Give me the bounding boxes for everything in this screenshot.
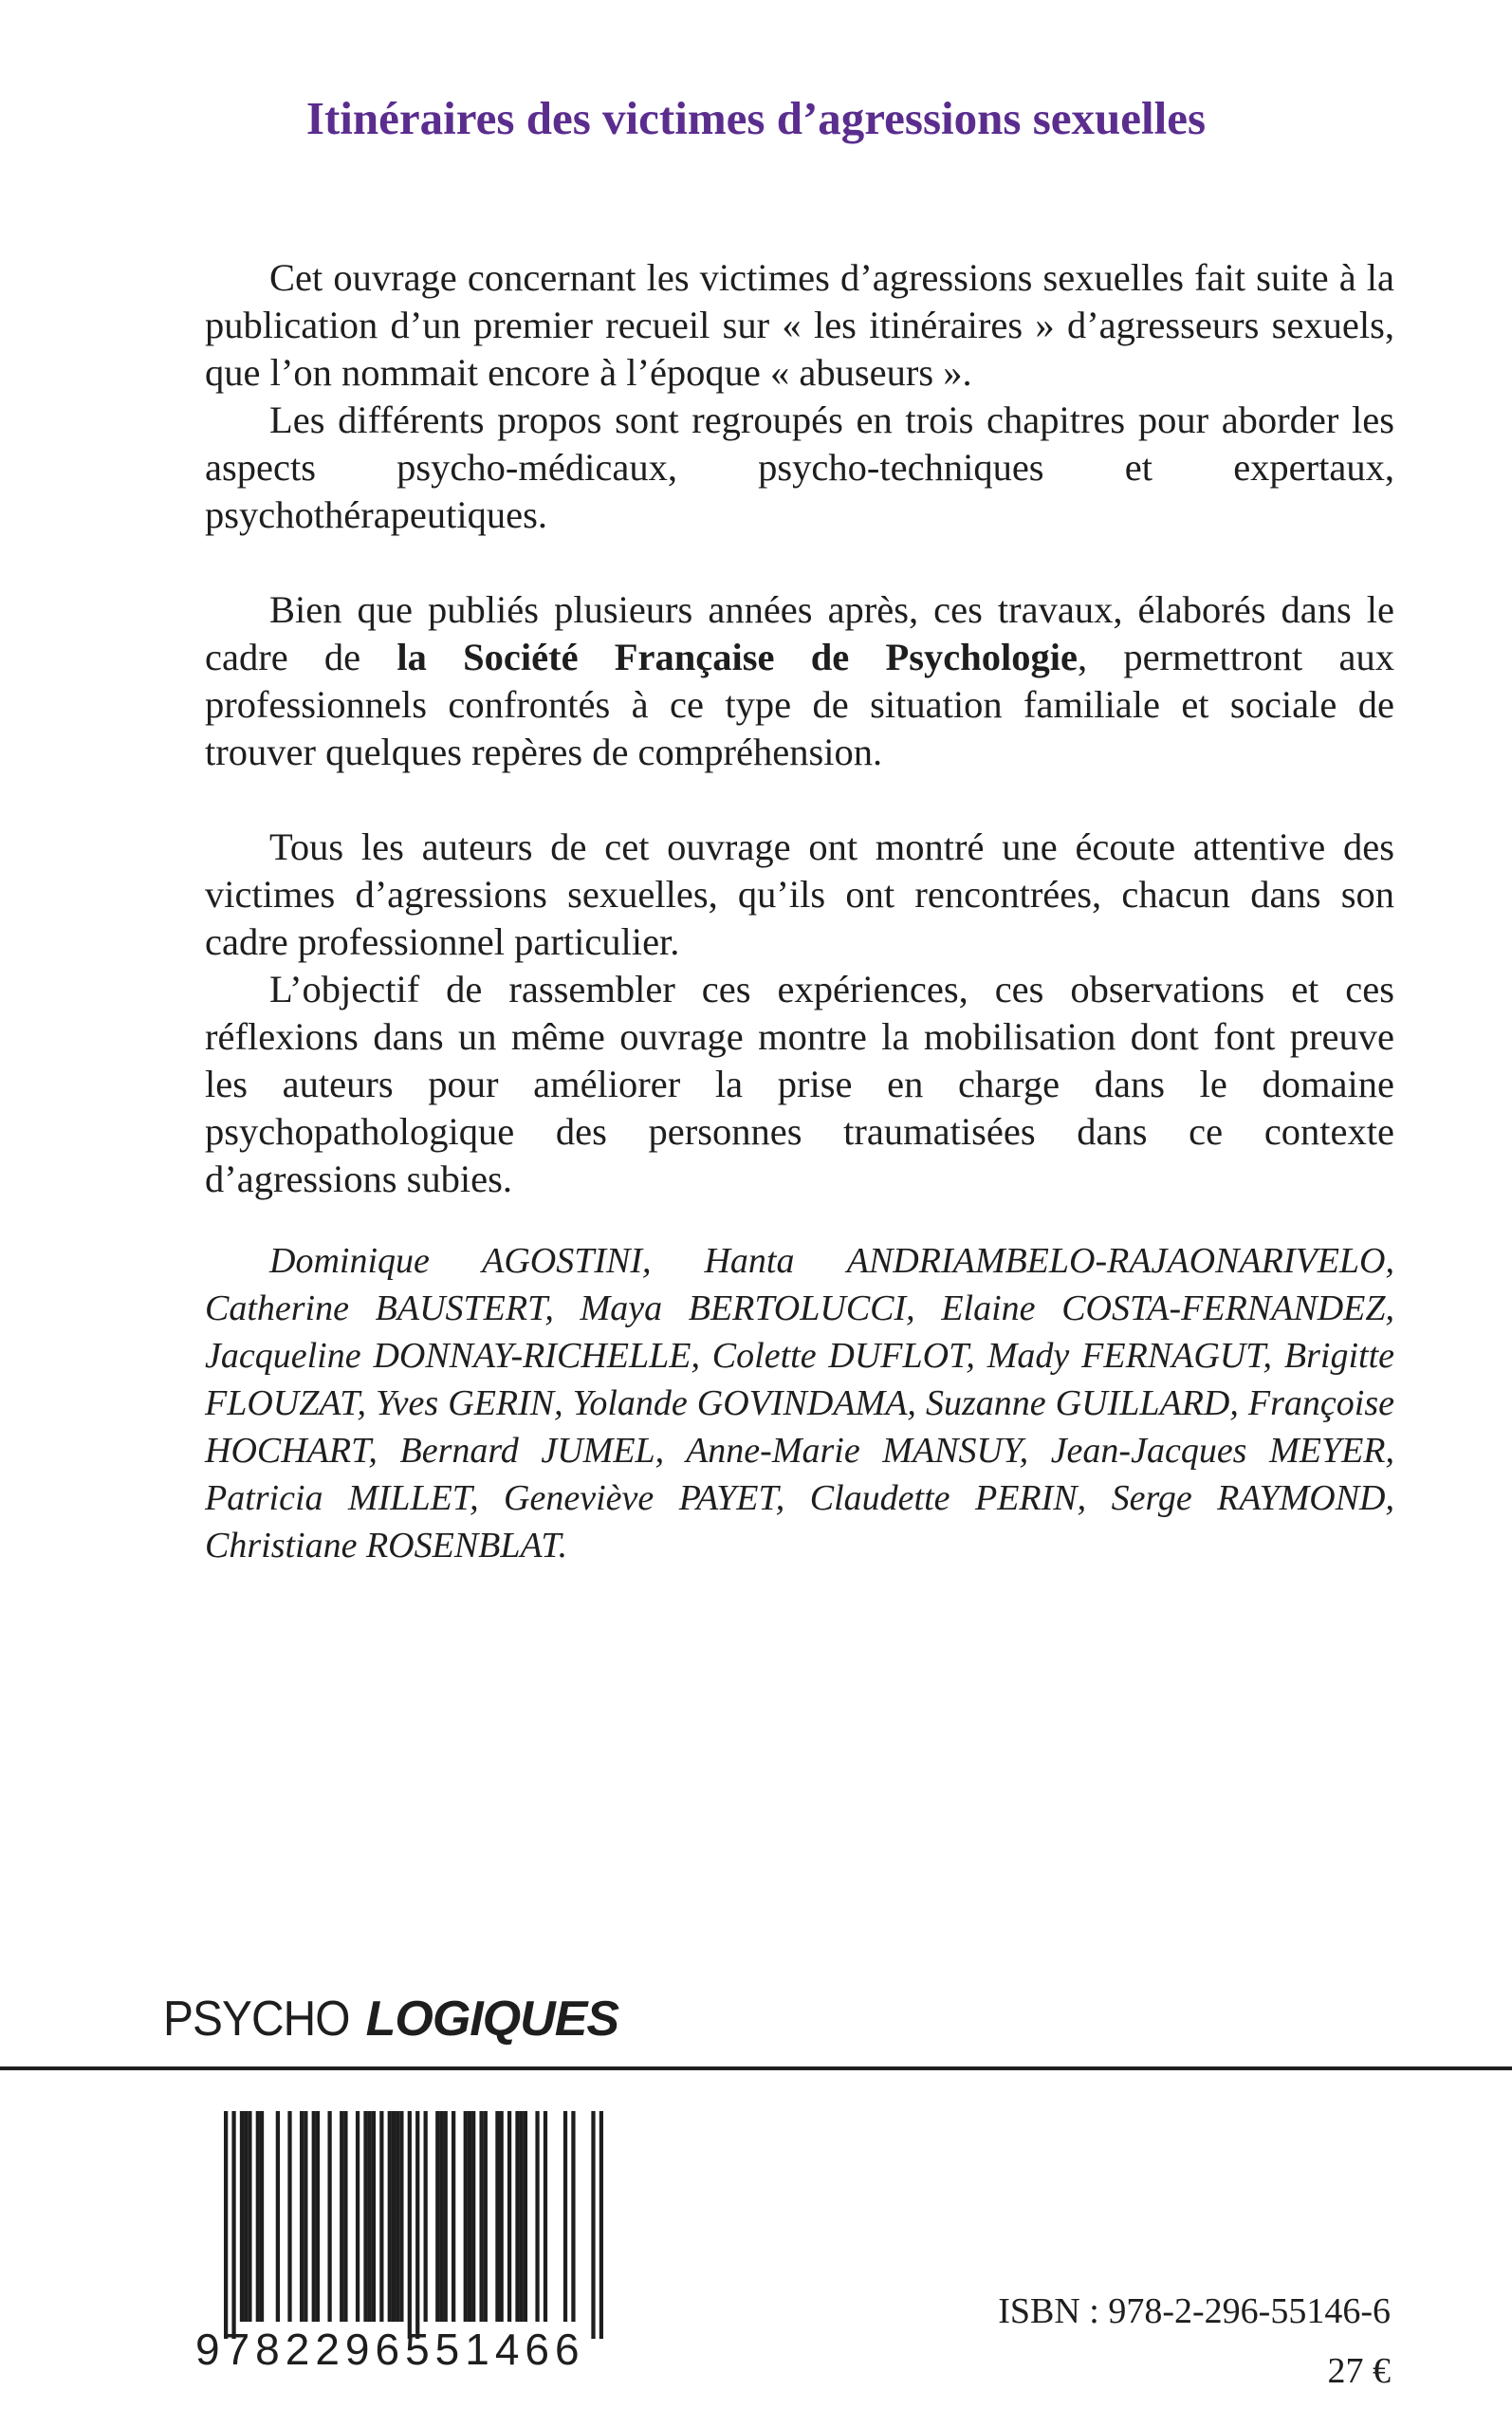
- barcode-bar: [591, 2111, 595, 2339]
- barcode-bar: [327, 2111, 331, 2322]
- barcode-bar: [563, 2111, 567, 2322]
- barcode-bar: [312, 2111, 316, 2322]
- barcode-bar: [484, 2111, 488, 2322]
- barcode-bar: [520, 2111, 524, 2322]
- series-logo: [163, 1991, 618, 2048]
- barcode-bar: [471, 2111, 475, 2322]
- barcode-bar: [452, 2111, 455, 2322]
- authors-list: Dominique AGOSTINI, Hanta ANDRIAMBELO-RAJAONARIVELO, Catherine BAUSTERT, Maya BERTOLUCCI, Elaine COSTA-FERNANDEZ, Jacqueline DONNAY-RICHELLE, Colette DUFLOT, Mady FERNAGUT, Brigitte FLOUZAT, Yves GERIN, Yolande GOVINDAMA, Suzanne GUILLARD, Françoise HOCHART, Bernard JUMEL, Anne-Marie MANSUY, Jean-Jacques MEYER, Patricia MILLET, Geneviève PAYET, Claudette PERIN, Serge RAYMOND, Christiane ROSENBLAT.: [205, 1241, 1394, 1566]
- barcode-bar: [524, 2111, 527, 2322]
- barcode-bar: [240, 2111, 244, 2322]
- barcode-bar: [515, 2111, 519, 2322]
- book-title: Itinéraires des victimes d’agressions sexuelles: [305, 92, 1207, 144]
- paragraph-chapters: Les différents propos sont regroupés en trois chapitres pour aborder les aspects psycho-médicaux, psycho-techniques et expertaux, psychothérapeutiques.: [205, 398, 1394, 536]
- barcode-bar: [368, 2111, 372, 2322]
- barcode: [224, 2111, 603, 2339]
- barcode-bar: [244, 2111, 248, 2322]
- barcode-bar: [276, 2111, 280, 2322]
- barcode-bar: [415, 2111, 419, 2339]
- barcode-bar: [316, 2111, 320, 2322]
- barcode-bar: [363, 2111, 367, 2322]
- barcode-bar: [388, 2111, 392, 2322]
- barcode-bar: [435, 2111, 439, 2322]
- paragraph-society: [205, 586, 1394, 776]
- barcode-bar: [424, 2111, 428, 2322]
- series-logo-light: PSYCHO: [163, 1992, 350, 2047]
- barcode-bar: [372, 2111, 376, 2322]
- barcode-bar: [379, 2111, 383, 2322]
- barcode-bar: [468, 2111, 471, 2322]
- price: 27 €: [1327, 2351, 1391, 2391]
- barcode-bar: [248, 2111, 251, 2322]
- barcode-bar: [464, 2111, 468, 2322]
- barcode-bar: [304, 2111, 307, 2322]
- barcode-bar: [260, 2111, 264, 2322]
- barcode-bar: [399, 2111, 403, 2322]
- barcode-bar: [507, 2111, 511, 2322]
- paragraph-society-end: , permettront aux professionnels confrontés à ce type de situation familiale et sociale de trouver quelques repères de compréhension.: [205, 636, 1394, 773]
- barcode-bar: [439, 2111, 443, 2322]
- barcode-bar: [535, 2111, 539, 2322]
- barcode-bar: [599, 2111, 603, 2339]
- barcode-bar: [356, 2111, 360, 2322]
- barcode-bar: [500, 2111, 504, 2322]
- barcode-bar: [287, 2111, 291, 2322]
- barcode-bar: [571, 2111, 575, 2322]
- horizontal-rule: [0, 2066, 1512, 2070]
- barcode-bar: [479, 2111, 483, 2322]
- barcode-bar: [544, 2111, 547, 2322]
- barcode-bar: [408, 2111, 412, 2339]
- paragraph-intro: Cet ouvrage concernant les victimes d’agressions sexuelles fait suite à la publication d’un premier recueil sur « les itinéraires » d’agresseurs sexuels, que l’on nommait encore à l’époque « abuseurs ».: [205, 256, 1394, 394]
- paragraph-society-start: Bien que publiés plusieurs années après, ces travaux, élaborés dans le cadre de: [205, 588, 1394, 678]
- barcode-bar: [340, 2111, 343, 2322]
- paragraph-objective: L’objectif de rassembler ces expériences, ces observations et ces réflexions dans un même ouvrage montre la mobilisation dont font preuve les auteurs pour améliorer la prise en charge dans le domaine psychopathologique des personnes traumatisées dans ce contexte d’agressions subies.: [205, 968, 1394, 1200]
- barcode-bar: [231, 2111, 235, 2339]
- series-logo-bold: LOGIQUES: [365, 1992, 619, 2047]
- isbn: ISBN : 978-2-296-55146-6: [998, 2291, 1391, 2331]
- barcode-bar: [256, 2111, 260, 2322]
- barcode-bar: [396, 2111, 399, 2322]
- back-cover-text: [205, 254, 1394, 1569]
- society-name: la Société Française de Psychologie: [396, 636, 1078, 678]
- paragraph-authors-listening: Tous les auteurs de cet ouvrage ont montré une écoute attentive des victimes d’agressions sexuelles, qu’ils ont rencontrées, chacun dans son cadre professionnel particulier.: [205, 825, 1394, 963]
- barcode-bar: [495, 2111, 499, 2322]
- barcode-bar: [224, 2111, 228, 2339]
- barcode-bar: [300, 2111, 304, 2322]
- barcode-bar: [392, 2111, 396, 2322]
- barcode-bar: [444, 2111, 448, 2322]
- barcode-number: 9782296551466: [195, 2325, 585, 2374]
- barcode-bar: [343, 2111, 347, 2322]
